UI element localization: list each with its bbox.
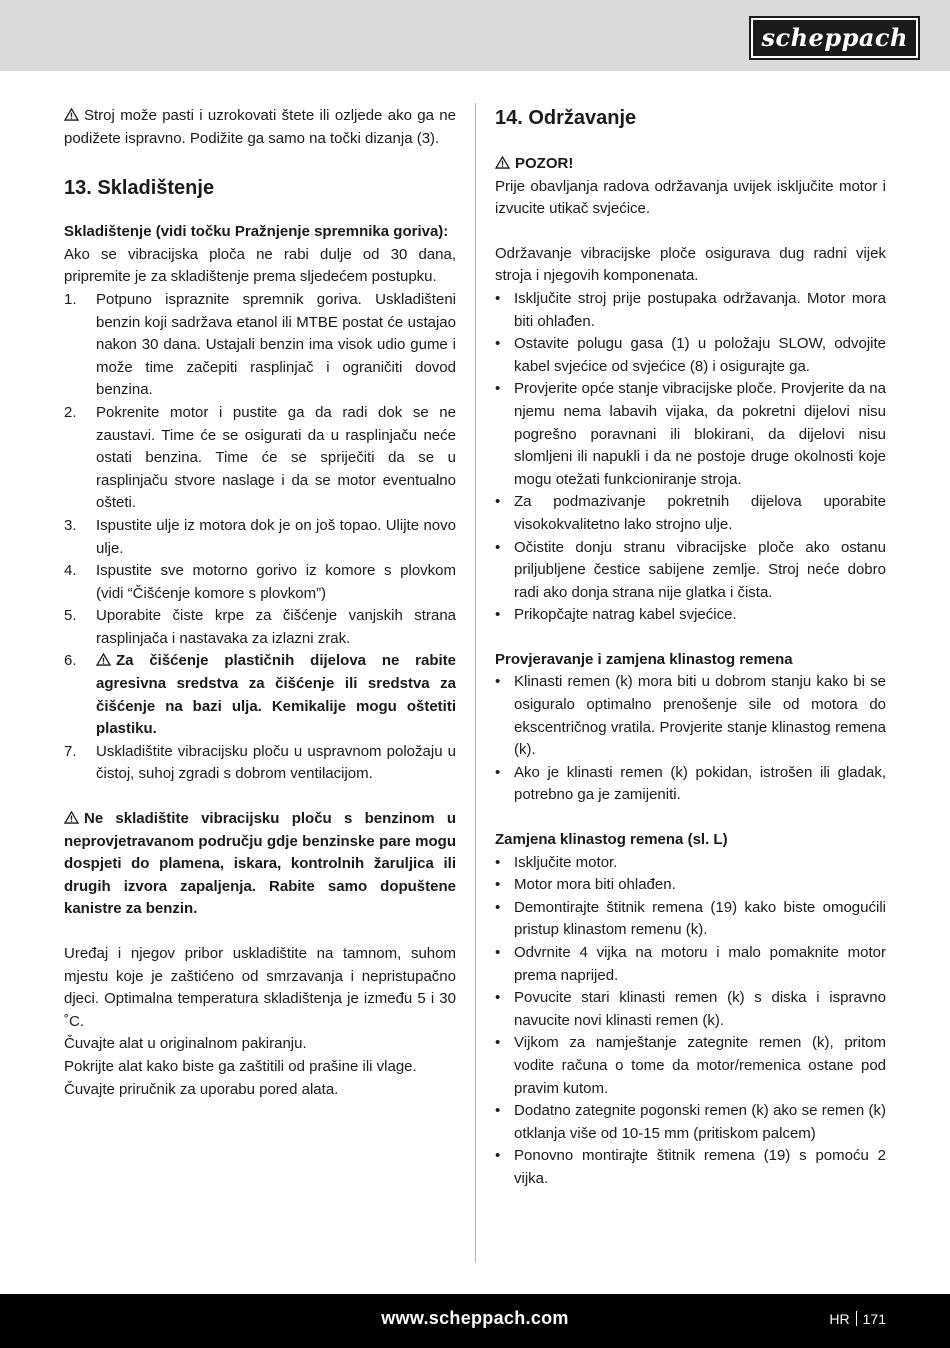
- lift-warning: [64, 105, 456, 150]
- section-title-maintenance: 14. Održavanje: [495, 107, 637, 129]
- caution-text: Prije obavljanja radova održavanja uvijek isključite motor i izvucite utikač svjećice.: [495, 177, 886, 218]
- list-item: • Prikopčajte natrag kabel svjećice.: [495, 606, 737, 624]
- closing-line: Čuvajte priručnik za uporabu pored alata.: [64, 1080, 339, 1098]
- list-item: • Odvrnite 4 vijka na motoru i malo pomaknite motor prema naprijed.: [495, 944, 886, 984]
- section-title-storage: 13. Skladištenje: [64, 177, 215, 200]
- list-item: 2. Pokrenite motor i pustite ga da radi dok se ne zaustavi. Time će se osigurati da u rasplinjaču neće ostati benzina. Time će se spriječiti da se u rasplinjaču stvore naslage i da se motor eventualno ošteti.: [64, 403, 456, 512]
- storage-heading: Skladištenje (vidi točku Pražnjenje spremnika goriva):: [64, 223, 449, 241]
- page-number: 171: [862, 1311, 886, 1327]
- list-item: • Ostavite polugu gasa (1) u položaju SLOW, odvojite kabel svjećice od svjećice (8) i osigurajte ga.: [495, 335, 886, 375]
- list-item: • Isključite stroj prije postupaka održavanja. Motor mora biti ohlađen.: [495, 289, 886, 330]
- list-item: • Demontirajte štitnik remena (19) kako biste omogućili pristup klinastom remenu (k).: [495, 898, 886, 939]
- warning-triangle-icon: [64, 811, 79, 824]
- warning-triangle-icon: [96, 653, 111, 666]
- list-item: • Provjerite opće stanje vibracijske ploče. Provjerite da na njemu nema labavih vijaka, da pokretni dijelovi nisu pogrešno poravnani ili blokirani, da dijelovi nisu slomljeni ili napukli i da ne postoje druge okolnosti koje mogu otežati funkcioniranje stroja.: [495, 380, 886, 488]
- storage-steps: [64, 289, 456, 786]
- header-bar: [0, 0, 950, 71]
- left-column: [64, 105, 456, 1101]
- list-item: 7. Uskladištite vibracijsku ploču u uspravnom položaju u čistoj, suhoj zgradi s dobrom ventilacijom.: [64, 742, 456, 783]
- storage-warning: [64, 808, 456, 921]
- maintenance-list: [495, 288, 886, 627]
- list-item: 3. Ispustite ulje iz motora dok je on još topao. Ulijte novo ulje.: [64, 516, 456, 557]
- warning-triangle-icon: [495, 156, 510, 169]
- belt-check-list: [495, 671, 886, 807]
- language-code: HR: [829, 1311, 850, 1327]
- storage-intro: Ako se vibracijska ploča ne rabi dulje od 30 dana, pripremite je za skladištenje prema sljedećem postupku.: [64, 245, 456, 286]
- footer-bar: [0, 1294, 950, 1348]
- list-item: • Klinasti remen (k) mora biti u dobrom stanju kako bi se osiguralo optimalno prenošenje sile od motora do ekscentričnog vratila. Provjerite stanje klinastog remena (k).: [495, 673, 886, 759]
- list-item: • Vijkom za namještanje zategnite remen (k), pritom vodite računa o tome da motor/remenica ostane pod pravim kutom.: [495, 1034, 886, 1097]
- list-item: 6. Za čišćenje plastičnih dijelova ne rabite agresivna sredstva za čišćenje ili sredstva za čišćenje na bazi ulja. Kemikalije mogu oštetiti plastiku.: [64, 652, 456, 738]
- caution-label: POZOR!: [495, 153, 886, 176]
- brand-logo: scheppach: [751, 18, 918, 58]
- list-item: • Povucite stari klinasti remen (k) s diska i ispravno navucite novi klinasti remen (k).: [495, 989, 886, 1029]
- closing-line: Čuvajte alat u originalnom pakiranju.: [64, 1035, 307, 1053]
- belt-replace-list: [495, 852, 886, 1191]
- belt-check-heading: Provjeravanje i zamjena klinastog remena: [495, 650, 793, 668]
- column-divider: [475, 103, 476, 1263]
- closing-paragraph: Uređaj i njegov pribor uskladištite na tamnom, suhom mjestu koje je zaštićeno od smrzavanja i nepristupačno djeci. Optimalna temperatura skladištenja je između 5 i 30 ˚C.: [64, 945, 456, 1030]
- page-indicator: [829, 1311, 886, 1327]
- page-separator: [856, 1311, 857, 1326]
- list-item: 5. Uporabite čiste krpe za čišćenje vanjskih strana rasplinjača i nastavaka za izlazni zrak.: [64, 607, 456, 647]
- closing-line: Pokrijte alat kako biste ga zaštitili od prašine ili vlage.: [64, 1057, 417, 1075]
- list-item: • Za podmazivanje pokretnih dijelova uporabite visokokvalitetno lako strojno ulje.: [495, 493, 886, 533]
- list-item: • Ponovno montirajte štitnik remena (19) s pomoću 2 vijka.: [495, 1147, 886, 1187]
- list-item: • Isključite motor.: [495, 853, 618, 871]
- storage-warning-text: Ne skladištite vibracijsku ploču s benzinom u neprovjetravanom području gdje benzinske pare mogu dospjeti do plamena, iskara, kontrolnih žaruljica ili drugih izvora zapaljenja. Rabite samo dopuštene kanistre za benzin.: [64, 810, 456, 918]
- list-item: • Motor mora biti ohlađen.: [495, 876, 676, 894]
- right-column: [495, 105, 886, 1191]
- list-item: • Ako je klinasti remen (k) pokidan, istrošen ili gladak, potrebno ga je zamijeniti.: [495, 763, 886, 804]
- belt-replace-heading: Zamjena klinastog remena (sl. L): [495, 831, 728, 849]
- website-link[interactable]: www.scheppach.com: [381, 1308, 569, 1328]
- warning-triangle-icon: [64, 108, 79, 121]
- maintenance-intro: Održavanje vibracijske ploče osigurava dug radni vijek stroja i njegovih komponenata.: [495, 244, 886, 285]
- list-item: 4. Ispustite sve motorno gorivo iz komore s plovkom (vidi “Čišćenje komore s plovkom”): [64, 562, 456, 602]
- lift-warning-text: Stroj može pasti i uzrokovati štete ili ozljede ako ga ne podižete ispravno. Podižite ga samo na točki dizanja (3).: [64, 107, 456, 147]
- list-item: 1. Potpuno ispraznite spremnik goriva. Uskladišteni benzin koji sadržava etanol ili MTBE postat će ustajao nakon 30 dana. Ustajali benzin ima visok udio gume i može time začepiti rasplinjač i ograničiti dovod benzina.: [64, 290, 456, 399]
- list-item: • Očistite donju stranu vibracijske ploče ako ostanu priljubljene čestice sabijene zemlje. Stroj neće dobro radi ako donja strana nije glatka i čista.: [495, 538, 886, 601]
- list-item: • Dodatno zategnite pogonski remen (k) ako se remen (k) otklanja više od 10-15 mm (pritiskom palcem): [495, 1102, 886, 1142]
